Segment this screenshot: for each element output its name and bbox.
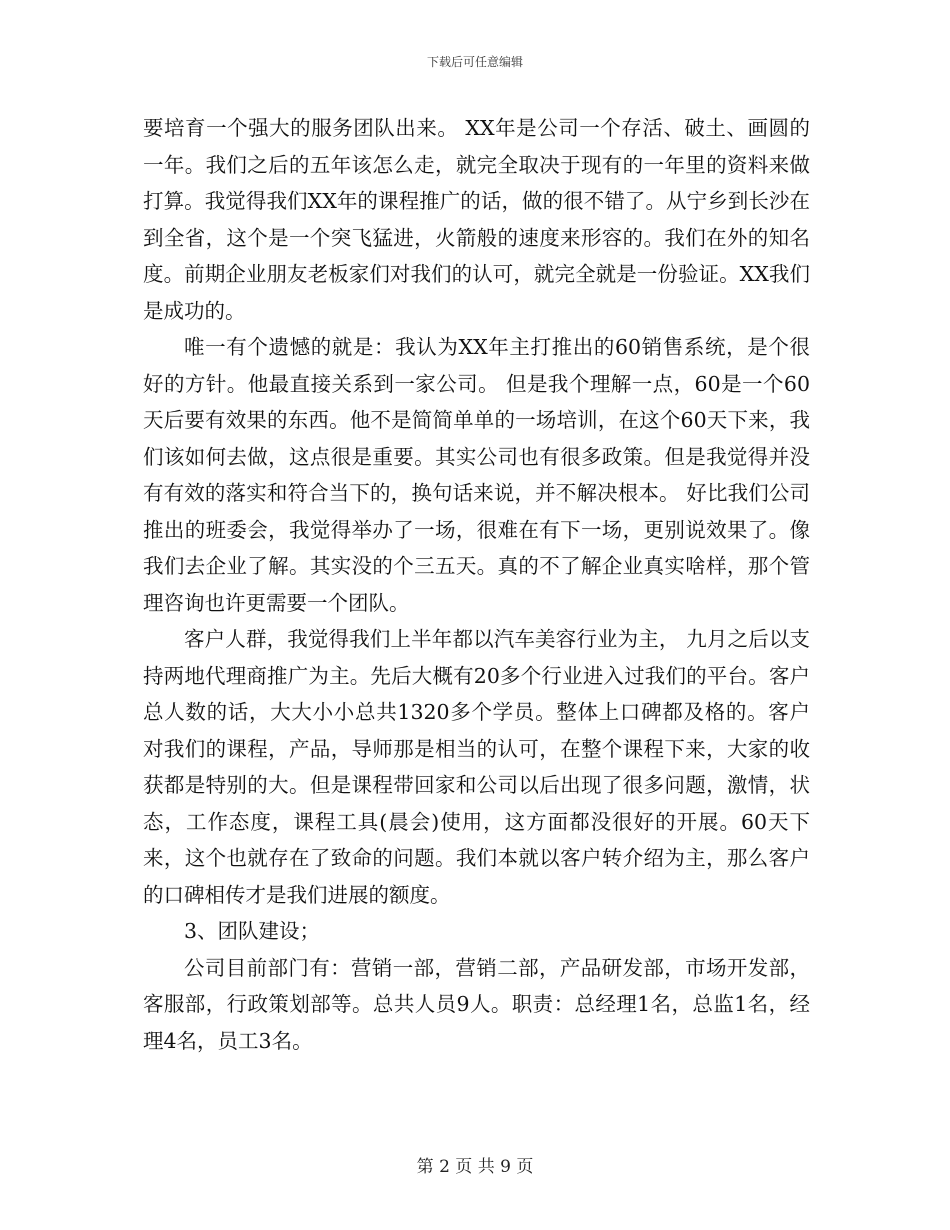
- page-number: 第 2 页 共 9 页: [416, 1157, 534, 1177]
- page-header: 下载后可任意编辑: [426, 55, 523, 69]
- section-heading-team-building: 3、团队建设；: [184, 919, 321, 943]
- paragraph-departments: 公司目前部门有：营销一部，营销二部，产品研发部，市场开发部， 客服部，行政策划部等。总共人员9人。职责：总经理1名，总监1名，经理4名，员工3名。: [143, 955, 810, 1053]
- paragraph-team-growth: 要培育一个强大的服务团队出来。 XX年是公司一个存活、破土、画圆的一年。我们之后的五年该怎么走，就完全取决于现有的一年里的资料来做打算。我觉得我们XX年的课程推广的话，做的很不错了。从宁乡到长沙在到全省，这个是一个突飞猛进，火箭般的速度来形容的。我们在外的知名度。前期企业朋友老板家们对我们的认可，就完全就是一份验证。XX我们是成功的。: [143, 116, 810, 323]
- document-body: [143, 110, 810, 1059]
- paragraph-regret-sales-system: 唯一有个遗憾的就是：我认为XX年主打推出的60销售系统，是个很好的方针。他最直接关系到一家公司。 但是我个理解一点，60是一个60天后要有效果的东西。他不是简简单单的一场培训，在这个60天下来，我们该如何去做，这点很是重要。其实公司也有很多政策。但是我觉得并没有有效的落实和符合当下的，换句话来说，并不解决根本。 好比我们公司推出的班委会，我觉得举办了一场，很难在有下一场，更别说效果了。像我们去企业了解。其实没的个三五天。真的不了解企业真实啥样，那个管理咨询也许更需要一个团队。: [143, 335, 810, 615]
- paragraph-customer-groups: 客户人群，我觉得我们上半年都以汽车美容行业为主， 九月之后以支持两地代理商推广为主。先后大概有20多个行业进入过我们的平台。客户总人数的话，大大小小总共1320多个学员。整体上口碑都及格的。客户对我们的课程，产品，导师那是相当的认可，在整个课程下来，大家的收获都是特别的大。但是课程带回家和公司以后出现了很多问题，激情，状态，工作态度，课程工具(晨会)使用，这方面都没很好的开展。60天下来，这个也就存在了致命的问题。我们本就以客户转介绍为主，那么客户的口碑相传才是我们进展的额度。: [143, 627, 810, 907]
